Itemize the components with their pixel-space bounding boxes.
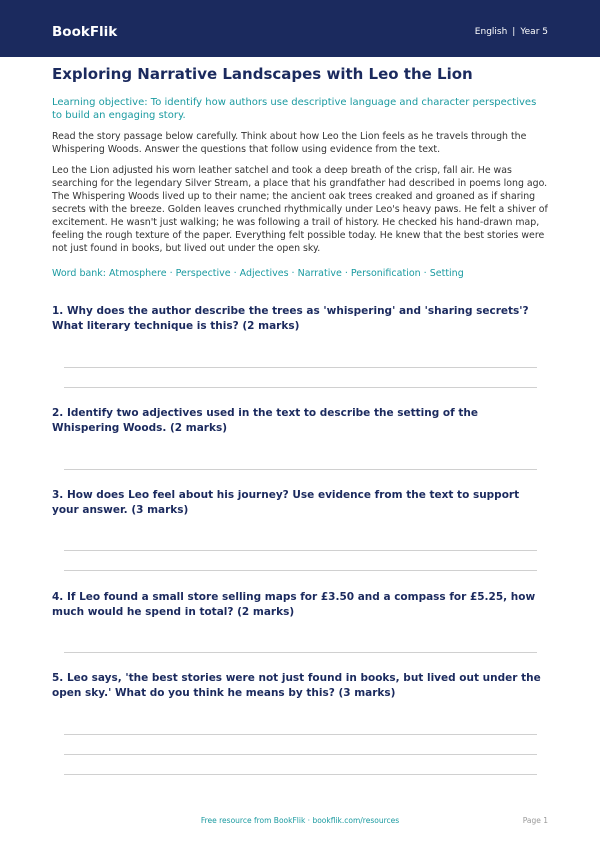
- answer-line-3a[interactable]: [64, 550, 537, 551]
- brand-logo: BookFlik: [52, 24, 118, 40]
- answer-line-1b[interactable]: [64, 387, 537, 388]
- learning-objective: Learning objective: To identify how authors use descriptive language and character perspectives to build an engaging story.: [52, 97, 537, 121]
- story-passage: Leo the Lion adjusted his worn leather satchel and took a deep breath of the crisp, fall air. He was searching for the legendary Silver Stream, a place that his grandfather had described in poems long ago. The Whispering Woods lived up to their name; the ancient oak trees creaked and groaned as if sharing secrets with the breeze. Golden leaves crunched rhythmically under Leo's heavy paws. He felt a shiver of excitement. He wasn't just walking; he was following a trail of history. He checked his hand-drawn map, feeling the rough texture of the paper. Everything felt possible today. He knew that the best stories were not just found in books, but lived out under the open sky.: [52, 165, 548, 254]
- footer-credit: Free resource from BookFlik · bookflik.com/resources: [200, 816, 400, 825]
- answer-line-1a[interactable]: [64, 367, 537, 368]
- subject-label: English: [474, 27, 508, 37]
- question-1: [52, 304, 548, 334]
- instructions: Read the story passage below carefully. Think about how Leo the Lion feels as he travels through the Whispering Woods. Answer the questions that follow using evidence from the text.: [52, 131, 527, 155]
- page-title: Exploring Narrative Landscapes with Leo the Lion: [52, 65, 473, 83]
- question-3-text: 3. How does Leo feel about his journey? Use evidence from the text to support your answer. (3 marks): [52, 489, 520, 516]
- answer-line-3b[interactable]: [64, 570, 537, 571]
- answer-line-5b[interactable]: [64, 754, 537, 755]
- question-4: [52, 590, 548, 620]
- question-2-text: 2. Identify two adjectives used in the text to describe the setting of the Whispering Woods. (2 marks): [52, 407, 478, 434]
- answer-line-5a[interactable]: [64, 734, 537, 735]
- question-5: [52, 671, 548, 701]
- page-number: Page 1: [522, 816, 548, 825]
- meta-separator: |: [512, 27, 516, 37]
- answer-line-2a[interactable]: [64, 469, 537, 470]
- answer-line-5c[interactable]: [64, 774, 537, 775]
- page-header: [0, 0, 600, 57]
- intro-section: [52, 64, 548, 280]
- question-3: [52, 488, 548, 518]
- answer-line-4a[interactable]: [64, 652, 537, 653]
- question-2: [52, 406, 548, 436]
- word-bank: Word bank: Atmosphere · Perspective · Adjectives · Narrative · Personification · Setting: [52, 268, 464, 279]
- subject-year: [475, 25, 548, 39]
- question-4-text: 4. If Leo found a small store selling maps for £3.50 and a compass for £5.25, how much would he spend in total? (2 marks): [52, 591, 536, 618]
- year-label: Year 5: [520, 27, 548, 37]
- question-1-text: 1. Why does the author describe the trees as 'whispering' and 'sharing secrets'? What literary technique is this? (2 marks): [52, 305, 529, 332]
- question-5-text: 5. Leo says, 'the best stories were not just found in books, but lived out under the open sky.' What do you think he means by this? (3 marks): [52, 672, 541, 699]
